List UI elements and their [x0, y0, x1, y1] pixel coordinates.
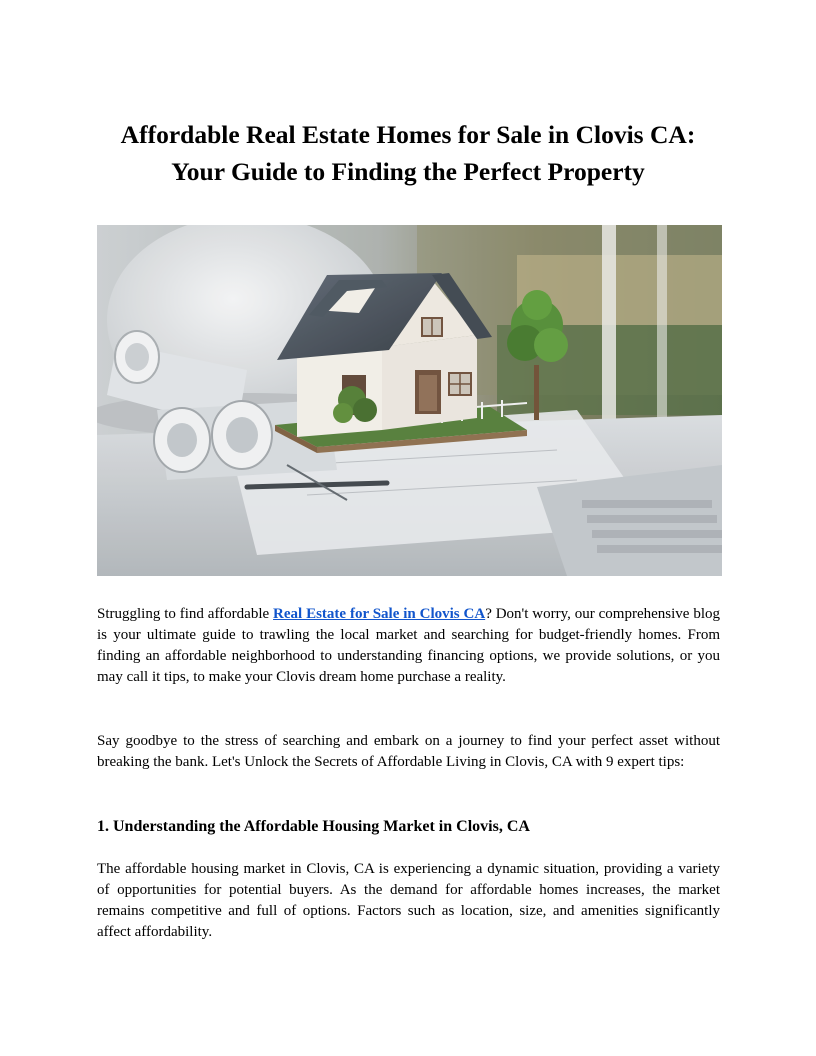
title-line-1: Affordable Real Estate Homes for Sale in Clovis CA: [120, 120, 696, 149]
hero-image [97, 225, 722, 576]
intro-paragraph [97, 604, 720, 688]
paragraph-2: Say goodbye to the stress of searching and embark on a journey to find your perfect asset without breaking the bank. Let's Unlock the Secrets of Affordable Living in Clovis, CA with 9 expert tips: [97, 733, 720, 770]
page-title [60, 116, 756, 190]
real-estate-link[interactable]: Real Estate for Sale in Clovis CA [273, 606, 486, 622]
section-1-heading: 1. Understanding the Affordable Housing Market in Clovis, CA [97, 818, 530, 835]
intro-text-after-link: ? Don't worry, our comprehensive blog is your ultimate guide to trawling the local market and searching for budget-friendly homes. From finding an affordable neighborhood to understanding financing options, we provide solutions, or you may call it tips, to make your Clovis dream home purchase a reality. [97, 606, 720, 685]
section-1-body: The affordable housing market in Clovis, CA is experiencing a dynamic situation, providing a variety of opportunities for potential buyers. As the demand for affordable homes increases, the market remains competitive and full of options. Factors such as location, size, and amenities significantly affect affordability. [97, 861, 720, 940]
title-line-2: Your Guide to Finding the Perfect Property [171, 157, 645, 186]
intro-text-before-link: Struggling to find affordable [97, 606, 274, 622]
